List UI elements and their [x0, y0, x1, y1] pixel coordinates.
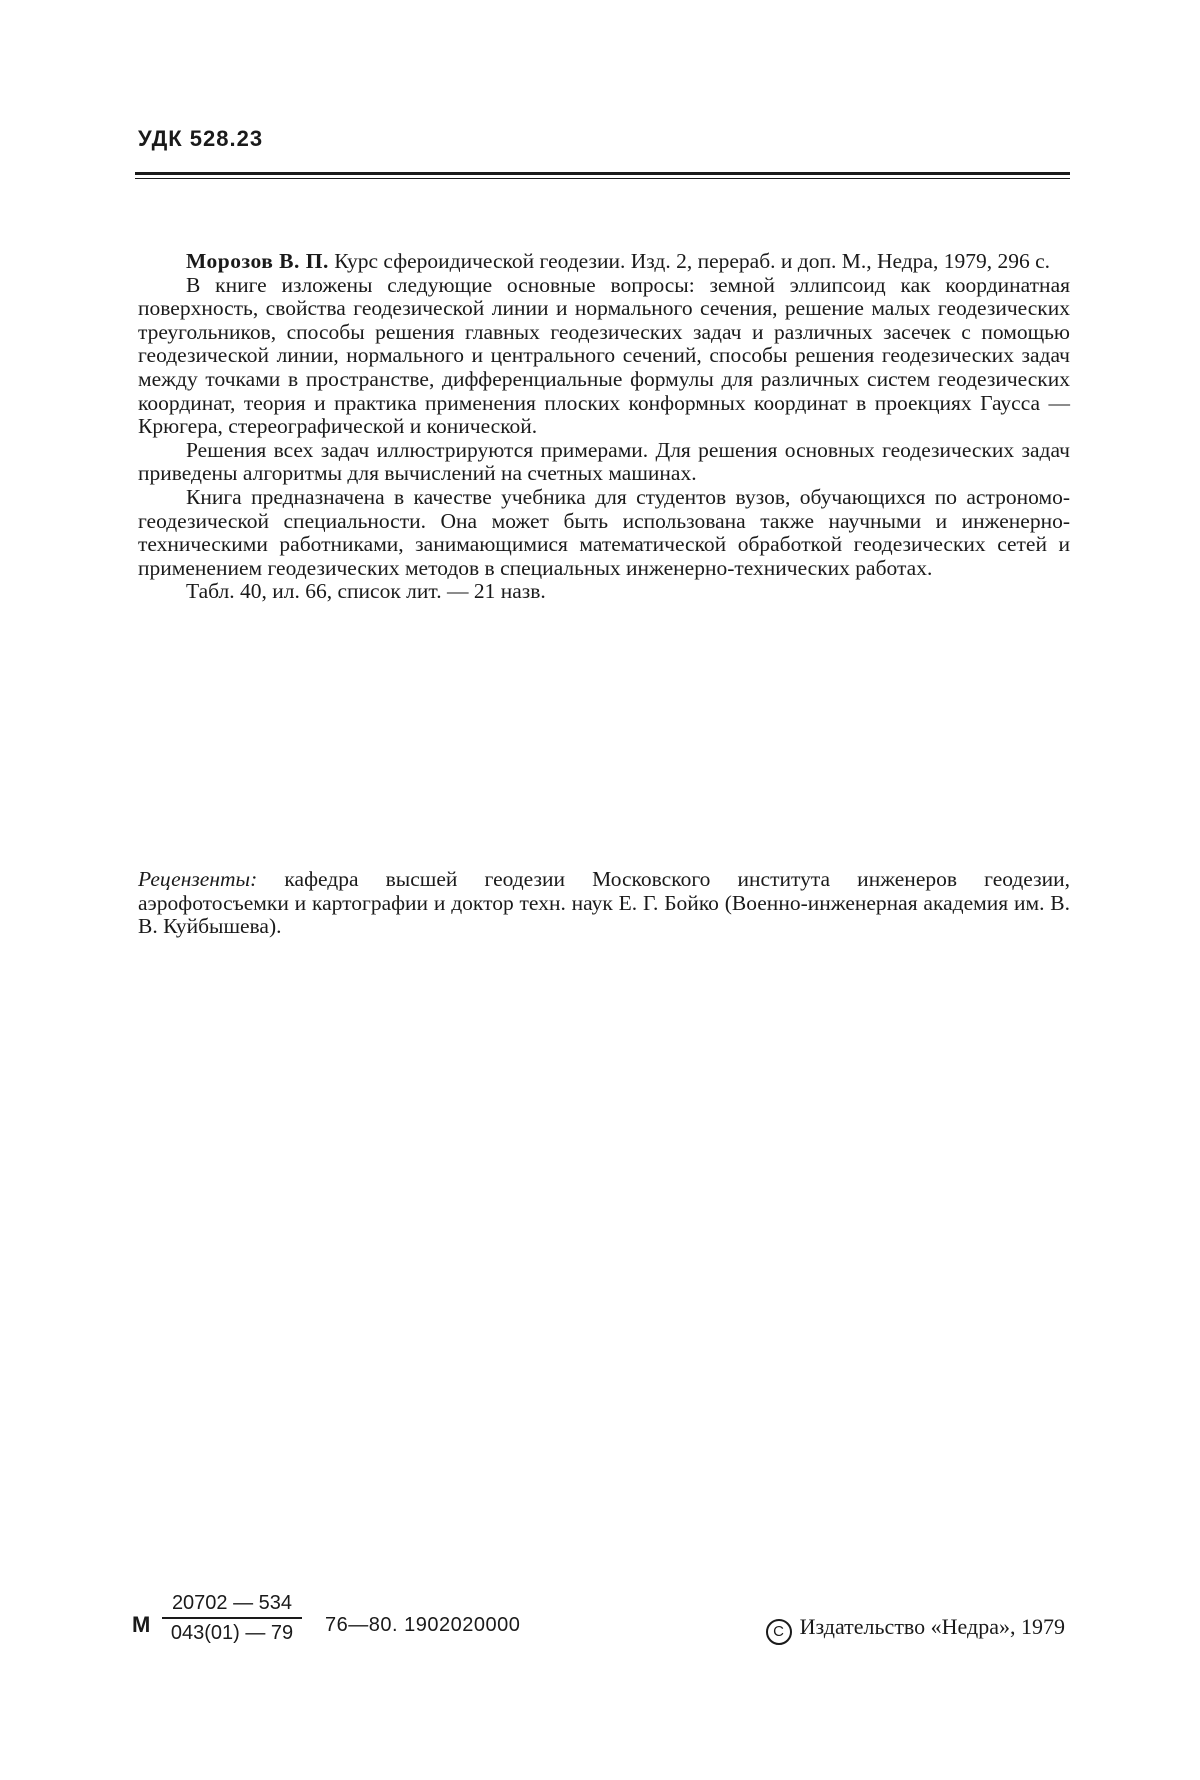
copyright-text: Издательство «Недра», 1979: [799, 1614, 1065, 1639]
abstract-paragraph-contents: В книге изложены следующие основные вопросы: земной эллипсоид как координатная поверхность, свойства геодезической линии и нормального сечения, решение малых геодезических треугольников, способы решения главных геодезических задач и различных засечек с помощью геодезической линии, нормального и центрального сечений, способы решения геодезических задач между точками в пространстве, дифференциальные формулы для различных систем геодезических координат, теория и практика применения плоских конформных координат в проекциях Гаусса — Крюгера, стереографической и конической.: [138, 272, 1070, 439]
imprint-footer: [130, 1592, 1075, 1652]
reviewers-block: [138, 868, 1070, 939]
reviewers-text: кафедра высшей геодезии Московского института инженеров геодезии, аэрофотосъемки и картографии и доктор техн. наук Е. Г. Бойко (Военно-инженерная академия им. В. В. Куйбышева).: [138, 867, 1070, 939]
copyright-notice: [766, 1614, 1065, 1645]
catalog-letter: М: [132, 1612, 151, 1637]
abstract-paragraph-stats: Табл. 40, ил. 66, список лит. — 21 назв.: [186, 579, 546, 604]
reviewers-label: Рецензенты:: [138, 867, 258, 891]
catalog-fraction: [162, 1592, 302, 1645]
udk-code: УДК 528.23: [138, 126, 264, 151]
abstract-paragraph-audience: Книга предназначена в качестве учебника для студентов вузов, обучающихся по астрономо-геодезической специальности. Она может быть использована также научными и инженерно-техническими работниками, занимающимися математической обработкой геодезических сетей и применением геодезических методов в специальных инженерно-технических работах.: [138, 484, 1070, 580]
header-rule-thin: [135, 178, 1070, 179]
reviewers-paragraph: [138, 868, 1070, 939]
fraction-numerator: 20702 — 534: [162, 1592, 302, 1619]
copyright-icon: C: [766, 1619, 792, 1645]
header-rule-thick: [135, 172, 1070, 175]
catalog-index-code: 76—80. 1902020000: [325, 1614, 521, 1636]
author-name: Морозов В. П.: [186, 249, 329, 273]
bibliographic-citation: [138, 250, 1070, 274]
citation-text: Курс сфероидической геодезии. Изд. 2, перераб. и доп. М., Недра, 1979, 296 с.: [328, 249, 1051, 273]
book-abstract: [138, 250, 1070, 604]
abstract-paragraph-examples: Решения всех задач иллюстрируются примерами. Для решения основных геодезических задач приведены алгоритмы для вычислений на счетных машинах.: [138, 437, 1070, 486]
fraction-denominator: 043(01) — 79: [170, 1622, 294, 1644]
